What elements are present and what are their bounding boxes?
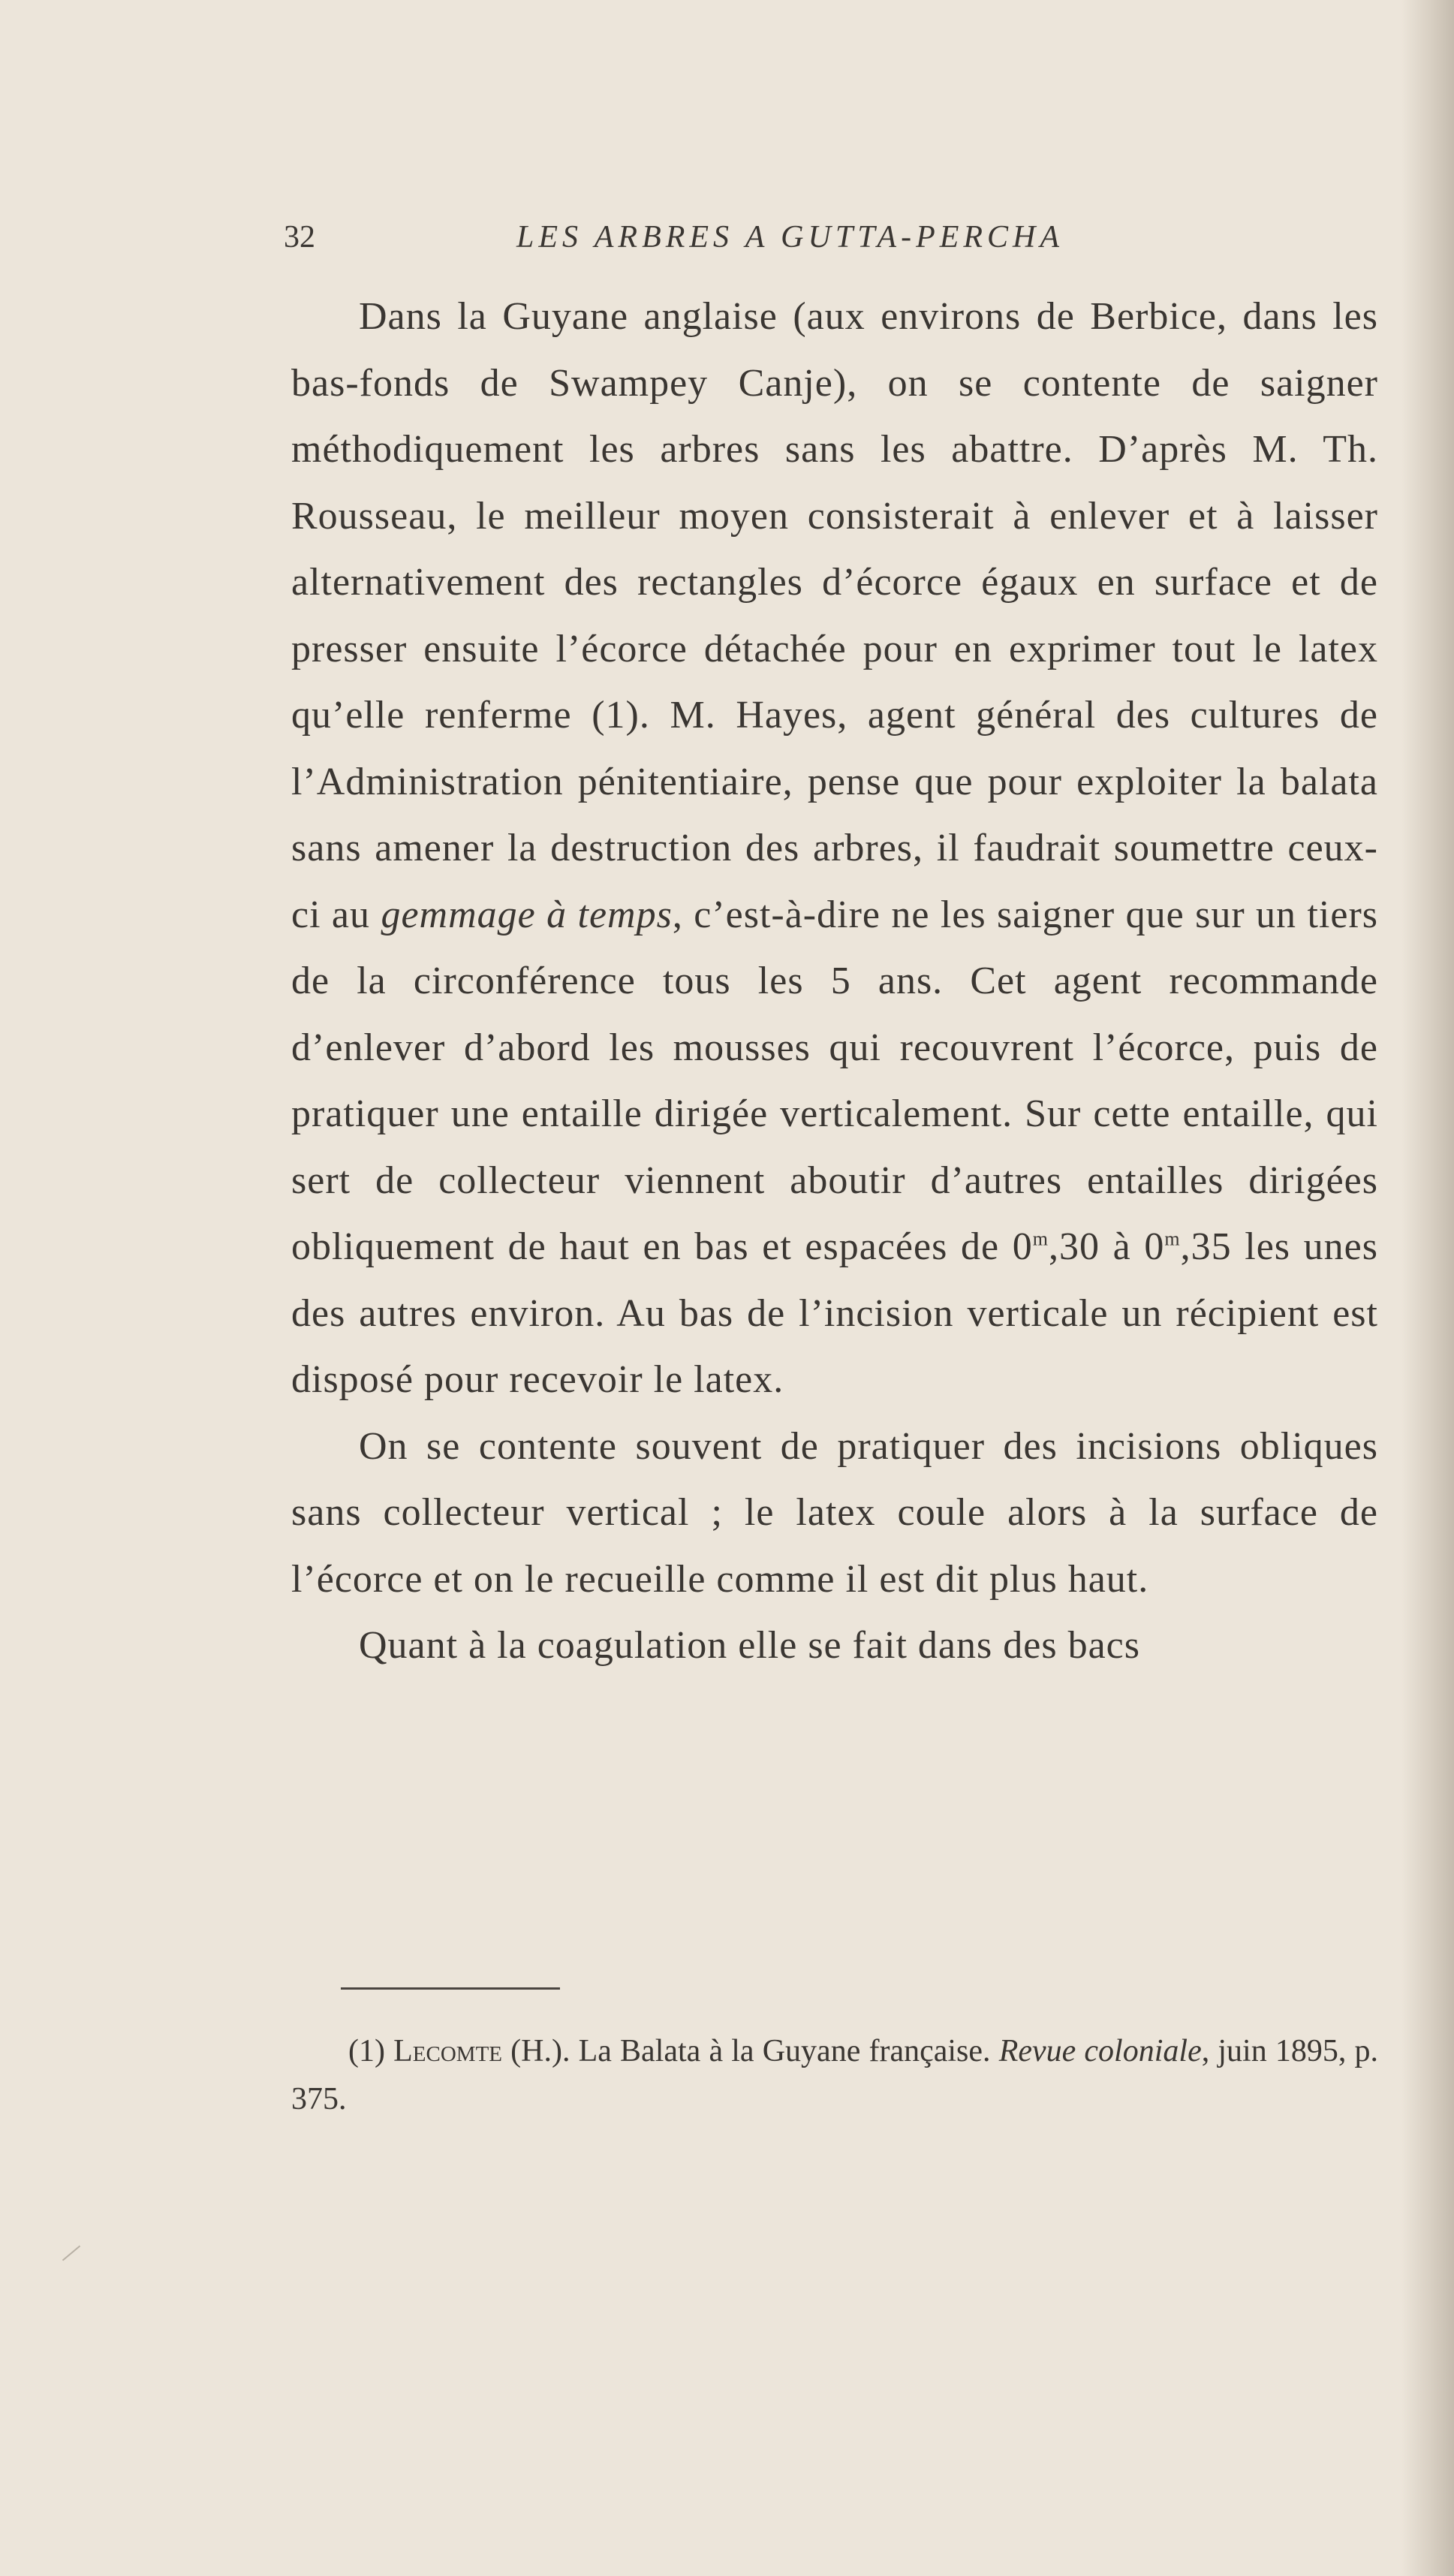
paragraph-1-text-d: ,35 les unes des autres environ. Au bas de l’incision verticale un récipient est disposé pour recevoir le latex. [291, 1225, 1378, 1401]
footnote-1 [291, 2027, 1378, 2123]
superscript-unit-1: m [1032, 1228, 1049, 1250]
footnote-author: Lecomte [393, 2034, 502, 2068]
footnote-text-a: (H.). La Balata à la Guyane française. [502, 2034, 999, 2068]
footnote-journal: Revue coloniale [998, 2034, 1202, 2068]
page-edge-shadow [1401, 0, 1454, 2576]
paragraph-3: Quant à la coagulation elle se fait dans des bacs [359, 1624, 1140, 1667]
page-number: 32 [284, 220, 315, 255]
footnote [291, 2027, 1378, 2123]
paragraph-1-text-a: Dans la Guyane anglaise (aux environs de Berbice, dans les bas-fonds de Swampey Canje), on se contente de saigner méthodiquement les arbres sans les abattre. D’après M. Th. Rousseau, le meilleur moyen consisterait à enlever et à laisser alternativement des rectangles d’écorce égaux en surface et de presser ensuite l’écorce détachée pour en exprimer tout le latex qu’elle renferme (1). M. Hayes, agent général des cultures de l’Administration pénitentiaire, pense que pour exploiter la balata sans amener la destruction des arbres, il faudrait soumettre ceux-ci au [291, 295, 1378, 936]
footnote-marker: (1) [348, 2034, 394, 2068]
pencil-mark [62, 2246, 80, 2261]
superscript-unit-2: m [1164, 1228, 1181, 1250]
footnote-text-b: , juin 1895, p. 375. [291, 2034, 1379, 2117]
paragraph-1-text-c: ,30 à 0 [1048, 1225, 1165, 1268]
paragraph-2: On se contente souvent de pratiquer des incisions obliques sans collecteur vertical ; le latex coule alors à la surface de l’écorce et on le recueille comme il est dit plus haut. [291, 1424, 1378, 1601]
body-text [291, 284, 1378, 1680]
running-title: LES ARBRES A GUTTA-PERCHA [516, 220, 1064, 255]
paragraph-1-text-b: , c’est-à-dire ne les saigner que sur un tiers de la circonférence tous les 5 ans. Cet agent recommande d’enlever d’abord les mousses qui recouvrent l’écorce, puis de pratiquer une entaille dirigée verticalement. Sur cette entaille, qui sert de collecteur viennent aboutir d’autres entailles dirigées obliquement de haut en bas et espacées de 0 [291, 893, 1378, 1268]
page-header [284, 219, 1378, 264]
footnote-separator [341, 1987, 560, 1990]
paragraph-1 [291, 284, 1378, 1414]
paragraph-1-italic-term: gemmage à temps [381, 893, 673, 936]
